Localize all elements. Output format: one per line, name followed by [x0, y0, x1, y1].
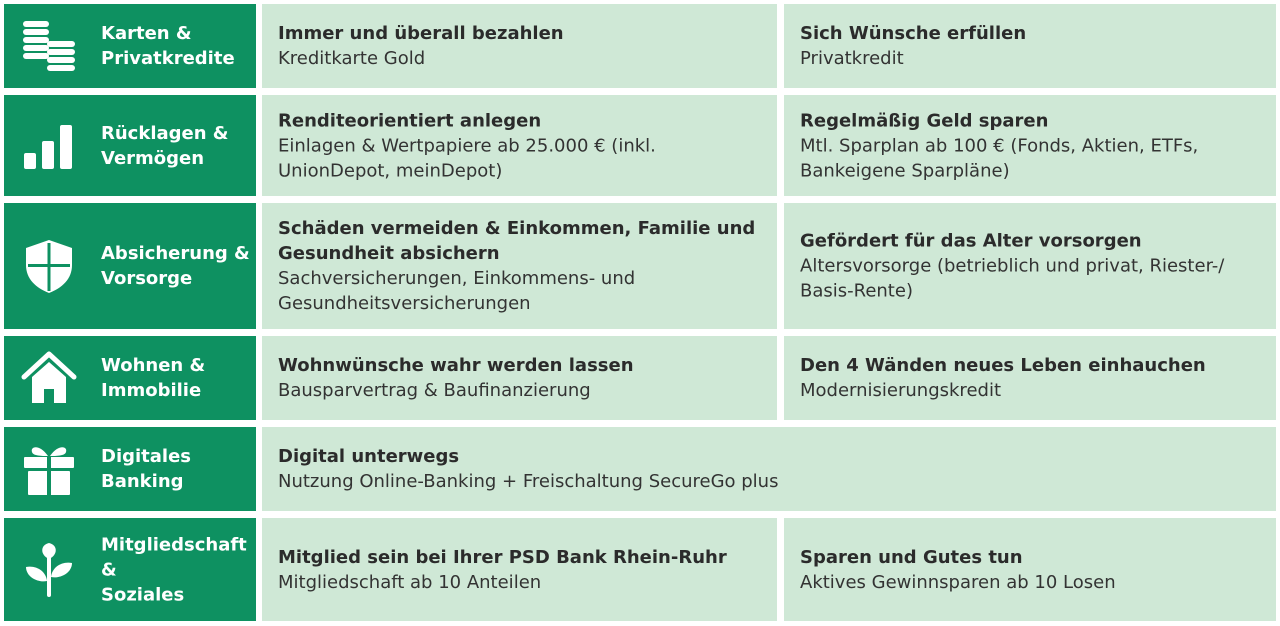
gift-icon: [20, 440, 78, 498]
offer-heading: Regelmäßig Geld sparen: [800, 110, 1049, 131]
shield-icon: [20, 237, 78, 295]
offer-heading: Mitglied sein bei Ihrer PSD Bank Rhein-Ruhr: [278, 546, 727, 568]
category-title: Wohnen & Immobilie: [101, 355, 206, 401]
offer-detail: Sachversicherungen, Einkommens- und Gesundheitsversicherungen: [278, 268, 636, 314]
category-absicherung-vorsorge[interactable]: [4, 203, 256, 329]
coins-stack-icon: [20, 17, 78, 75]
category-karten-privatkredite[interactable]: [4, 4, 256, 88]
offer-heading: Renditeorientiert anlegen: [278, 110, 542, 131]
offer-detail: Altersvorsorge (betrieblich und privat, Riester-/ Basis-Rente): [800, 255, 1225, 302]
offer-detail: Aktives Gewinnsparen ab 10 Losen: [800, 571, 1116, 593]
offer-detail: Modernisierungskredit: [800, 380, 1001, 401]
offer-detail: Bausparvertrag & Baufinanzierung: [278, 380, 591, 401]
offer-cell[interactable]: [784, 336, 1276, 420]
offer-detail: Mtl. Sparplan ab 100 € (Fonds, Aktien, ETFs, Bankeigene Sparpläne): [800, 135, 1199, 181]
offer-heading: Schäden vermeiden & Einkommen, Familie und Gesundheit absichern: [278, 218, 756, 264]
offer-heading: Sich Wünsche erfüllen: [800, 23, 1027, 44]
offer-cell[interactable]: [784, 95, 1276, 196]
table-row: [0, 336, 1280, 420]
category-ruecklagen-vermoegen[interactable]: [4, 95, 256, 196]
bar-chart-icon: [20, 117, 78, 175]
offer-detail: Nutzung Online-Banking + Freischaltung SecureGo plus: [278, 471, 779, 492]
category-title: Mitgliedschaft & Soziales: [101, 534, 247, 605]
offer-heading: Digital unterwegs: [278, 446, 460, 467]
offer-cell[interactable]: [784, 518, 1276, 621]
table-row: [0, 4, 1280, 88]
table-row: [0, 427, 1280, 511]
category-digitales-banking[interactable]: [4, 427, 256, 511]
offer-cell[interactable]: [262, 4, 777, 88]
offer-detail: Einlagen & Wertpapiere ab 25.000 € (inkl. UnionDepot, meinDepot): [278, 135, 656, 181]
category-mitgliedschaft-soziales[interactable]: [4, 518, 256, 621]
category-title: Karten & Privatkredite: [101, 23, 235, 69]
offer-cell[interactable]: [262, 518, 777, 621]
category-title: Digitales Banking: [101, 446, 192, 492]
sprout-icon: [20, 541, 78, 599]
offer-cell[interactable]: [784, 4, 1276, 88]
offer-heading: Sparen und Gutes tun: [800, 546, 1023, 568]
offer-heading: Wohnwünsche wahr werden lassen: [278, 355, 634, 376]
offer-cell[interactable]: [784, 203, 1276, 329]
offer-heading: Den 4 Wänden neues Leben einhauchen: [800, 355, 1206, 376]
table-row: [0, 95, 1280, 196]
table-row: [0, 203, 1280, 329]
offer-cell[interactable]: [262, 336, 777, 420]
category-title: Absicherung & Vorsorge: [101, 243, 250, 289]
category-wohnen-immobilie[interactable]: [4, 336, 256, 420]
offer-detail: Kreditkarte Gold: [278, 48, 426, 69]
offer-heading: Immer und überall bezahlen: [278, 23, 564, 44]
house-icon: [20, 349, 78, 407]
offer-heading: Gefördert für das Alter vorsorgen: [800, 230, 1142, 252]
offer-cell[interactable]: [262, 427, 1276, 511]
offer-cell[interactable]: [262, 95, 777, 196]
category-title: Rücklagen & Vermögen: [101, 122, 229, 169]
offer-detail: Mitgliedschaft ab 10 Anteilen: [278, 571, 542, 593]
offer-cell[interactable]: [262, 203, 777, 329]
offer-detail: Privatkredit: [800, 48, 904, 69]
table-row: [0, 518, 1280, 621]
